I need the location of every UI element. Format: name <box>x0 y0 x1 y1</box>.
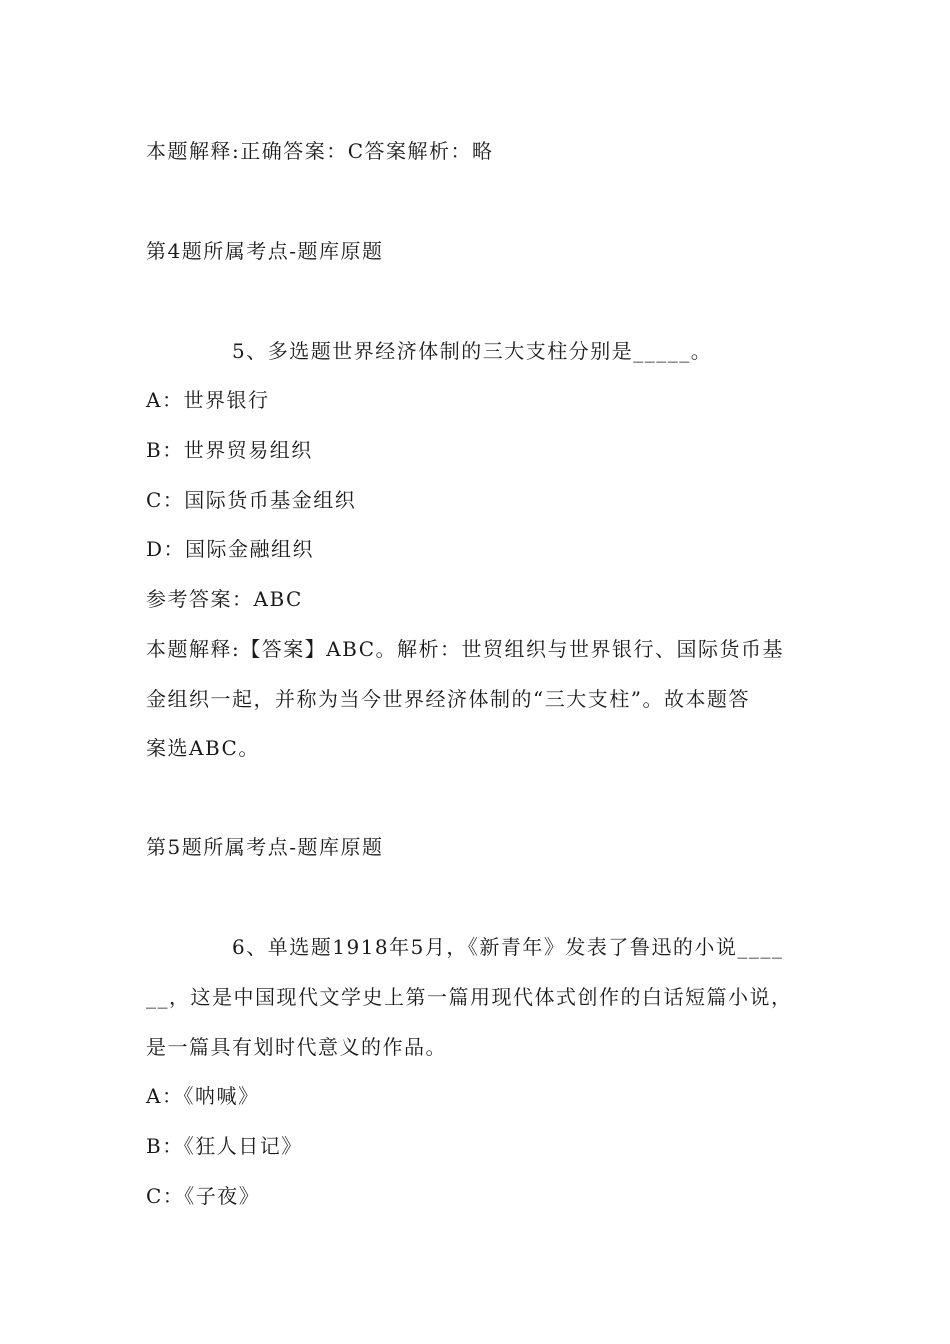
q4-topic: 第4题所属考点-题库原题 <box>146 239 384 263</box>
q5-option-b: B：世界贸易组织 <box>146 438 313 462</box>
q4-explanation: 本题解释:正确答案：C答案解析：略 <box>146 139 494 163</box>
q6-question-line-2: __，这是中国现代文学史上第一篇用现代体式创作的白话短篇小说， <box>146 985 793 1009</box>
q5-answer: 参考答案：ABC <box>146 587 303 611</box>
q5-explanation-line-3: 案选ABC。 <box>146 736 260 760</box>
q5-option-d: D：国际金融组织 <box>146 537 315 561</box>
q6-question-line-3: 是一篇具有划时代意义的作品。 <box>146 1035 447 1059</box>
q5-topic: 第5题所属考点-题库原题 <box>146 835 384 859</box>
q6-option-c: C：《子夜》 <box>146 1184 261 1208</box>
q5-option-c: C：国际货币基金组织 <box>146 488 357 512</box>
q5-explanation-line-2: 金组织一起，并称为当今世界经济体制的“三大支柱”。故本题答 <box>146 687 750 711</box>
q5-option-a: A：世界银行 <box>146 388 270 412</box>
q5-explanation-line-1: 本题解释:【答案】ABC。解析：世贸组织与世界银行、国际货币基 <box>146 637 785 661</box>
q6-option-b: B：《狂人日记》 <box>146 1134 303 1158</box>
q6-option-a: A：《呐喊》 <box>146 1084 260 1108</box>
q6-question-line-1: 6、单选题1918年5月，《新青年》发表了鲁迅的小说____ <box>232 935 784 959</box>
q5-question: 5、多选题世界经济体制的三大支柱分别是_____。 <box>232 339 713 363</box>
